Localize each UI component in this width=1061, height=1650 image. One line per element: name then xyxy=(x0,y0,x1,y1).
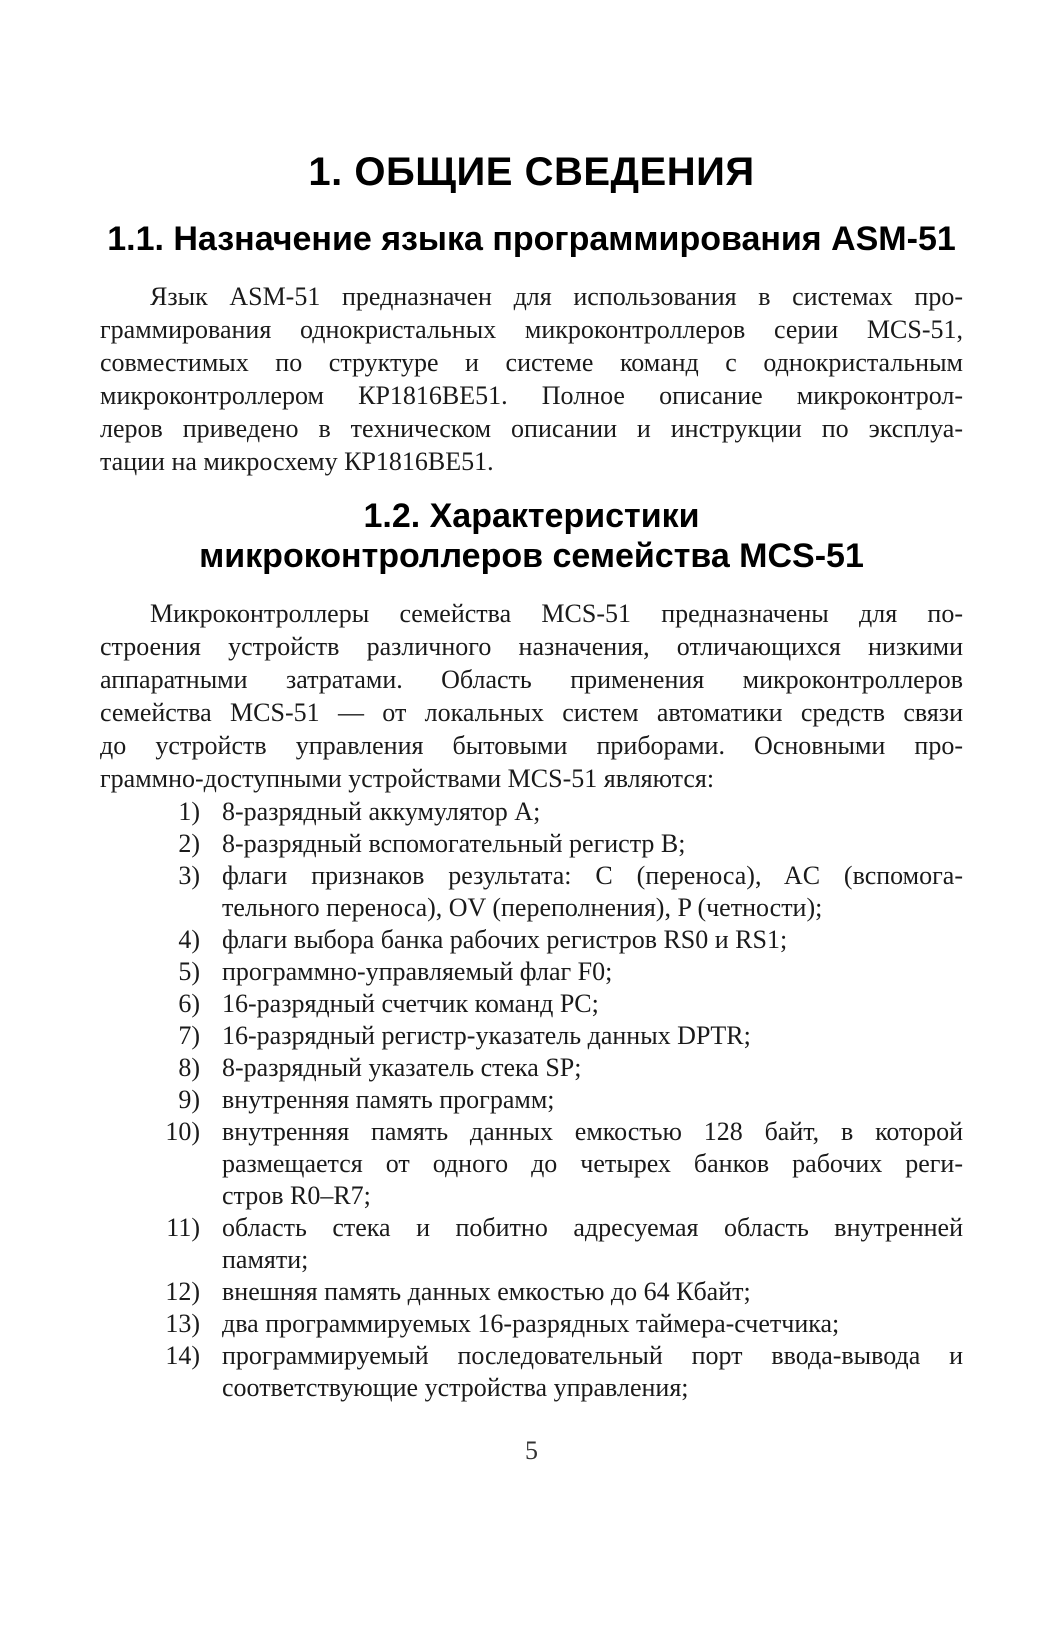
list-item xyxy=(100,828,963,860)
list-item-line: тельного переноса), OV (переполнения), P (четности); xyxy=(222,893,823,922)
list-item xyxy=(100,1020,963,1052)
list-item-line: область стека и побитно адресуемая область внутренней xyxy=(222,1213,963,1242)
list-item-number: 8) xyxy=(178,1053,200,1082)
list-item-line: 8-разрядный указатель стека SP; xyxy=(222,1053,582,1082)
paragraph-line: аппаратными затратами. Область применения микроконтроллеров xyxy=(100,665,963,694)
section-1-1-paragraph xyxy=(100,280,963,478)
list-item xyxy=(100,1212,963,1276)
list-item xyxy=(100,796,963,828)
section-1-1-heading: 1.1. Назначение языка программирования ASM-51 xyxy=(107,220,956,258)
list-item xyxy=(100,1276,963,1308)
device-list xyxy=(100,796,963,1404)
list-item xyxy=(100,1084,963,1116)
list-item-line: внешняя память данных емкостью до 64 Кбайт; xyxy=(222,1277,751,1306)
list-item xyxy=(100,924,963,956)
section-1-2-heading-line-2: микроконтроллеров семейства MCS-51 xyxy=(199,537,864,575)
list-item xyxy=(100,1308,963,1340)
list-item-line: стров R0–R7; xyxy=(222,1181,371,1210)
list-item xyxy=(100,860,963,924)
list-item-line: памяти; xyxy=(222,1245,309,1274)
document-page xyxy=(0,150,1061,1650)
list-item-number: 10) xyxy=(165,1117,200,1146)
chapter-title: 1. ОБЩИЕ СВЕДЕНИЯ xyxy=(308,150,755,194)
paragraph-line: леров приведено в техническом описании и инструкции по эксплуа- xyxy=(100,414,963,443)
paragraph-line: семейства MCS-51 — от локальных систем автоматики средств связи xyxy=(100,698,963,727)
paragraph-line: Микроконтроллеры семейства MCS-51 предназначены для по- xyxy=(150,599,963,628)
list-item-number: 9) xyxy=(178,1085,200,1114)
list-item-number: 5) xyxy=(178,957,200,986)
list-item xyxy=(100,988,963,1020)
list-item-number: 12) xyxy=(165,1277,200,1306)
paragraph-line: граммирования однокристальных микроконтроллеров серии MCS-51, xyxy=(100,315,963,344)
list-item-number: 6) xyxy=(178,989,200,1018)
paragraph-line: строения устройств различного назначения, отличающихся низкими xyxy=(100,632,963,661)
list-item-number: 4) xyxy=(178,925,200,954)
list-item-line: 8-разрядный вспомогательный регистр B; xyxy=(222,829,686,858)
paragraph-line: тации на микросхему КР1816ВЕ51. xyxy=(100,447,494,476)
list-item xyxy=(100,1116,963,1212)
paragraph-line: граммно-доступными устройствами MCS-51 являются: xyxy=(100,764,715,793)
page-number: 5 xyxy=(525,1436,538,1465)
paragraph-line: совместимых по структуре и системе команд с однокристальным xyxy=(100,348,963,377)
paragraph-line: микроконтроллером КР1816ВЕ51. Полное описание микроконтрол- xyxy=(100,381,963,410)
list-item-number: 1) xyxy=(178,797,200,826)
list-item-line: два программируемых 16-разрядных таймера-счетчика; xyxy=(222,1309,840,1338)
list-item-line: соответствующие устройства управления; xyxy=(222,1373,689,1402)
list-item-line: внутренняя память программ; xyxy=(222,1085,555,1114)
list-item-line: флаги признаков результата: C (переноса), AC (вспомога- xyxy=(222,861,963,890)
list-item-number: 11) xyxy=(166,1213,200,1242)
section-1-2-heading-line-1: 1.2. Характеристики xyxy=(363,497,700,535)
list-item-number: 13) xyxy=(165,1309,200,1338)
list-item-line: размещается от одного до четырех банков рабочих реги- xyxy=(222,1149,963,1178)
list-item-number: 14) xyxy=(165,1341,200,1370)
list-item-number: 2) xyxy=(178,829,200,858)
list-item-line: программно-управляемый флаг F0; xyxy=(222,957,613,986)
section-1-2-paragraph xyxy=(100,597,963,795)
paragraph-line: Язык ASM-51 предназначен для использования в системах про- xyxy=(150,282,963,311)
list-item-line: флаги выбора банка рабочих регистров RS0 и RS1; xyxy=(222,925,788,954)
list-item-line: программируемый последовательный порт ввода-вывода и xyxy=(222,1341,963,1370)
list-item-number: 3) xyxy=(178,861,200,890)
list-item-line: внутренняя память данных емкостью 128 байт, в которой xyxy=(222,1117,963,1146)
list-item-line: 16-разрядный счетчик команд PC; xyxy=(222,989,599,1018)
list-item xyxy=(100,1340,963,1404)
list-item-line: 16-разрядный регистр-указатель данных DPTR; xyxy=(222,1021,751,1050)
list-item xyxy=(100,956,963,988)
paragraph-line: до устройств управления бытовыми приборами. Основными про- xyxy=(100,731,963,760)
section-1-2-heading xyxy=(100,496,963,576)
list-item xyxy=(100,1052,963,1084)
list-item-number: 7) xyxy=(178,1021,200,1050)
list-item-line: 8-разрядный аккумулятор A; xyxy=(222,797,541,826)
